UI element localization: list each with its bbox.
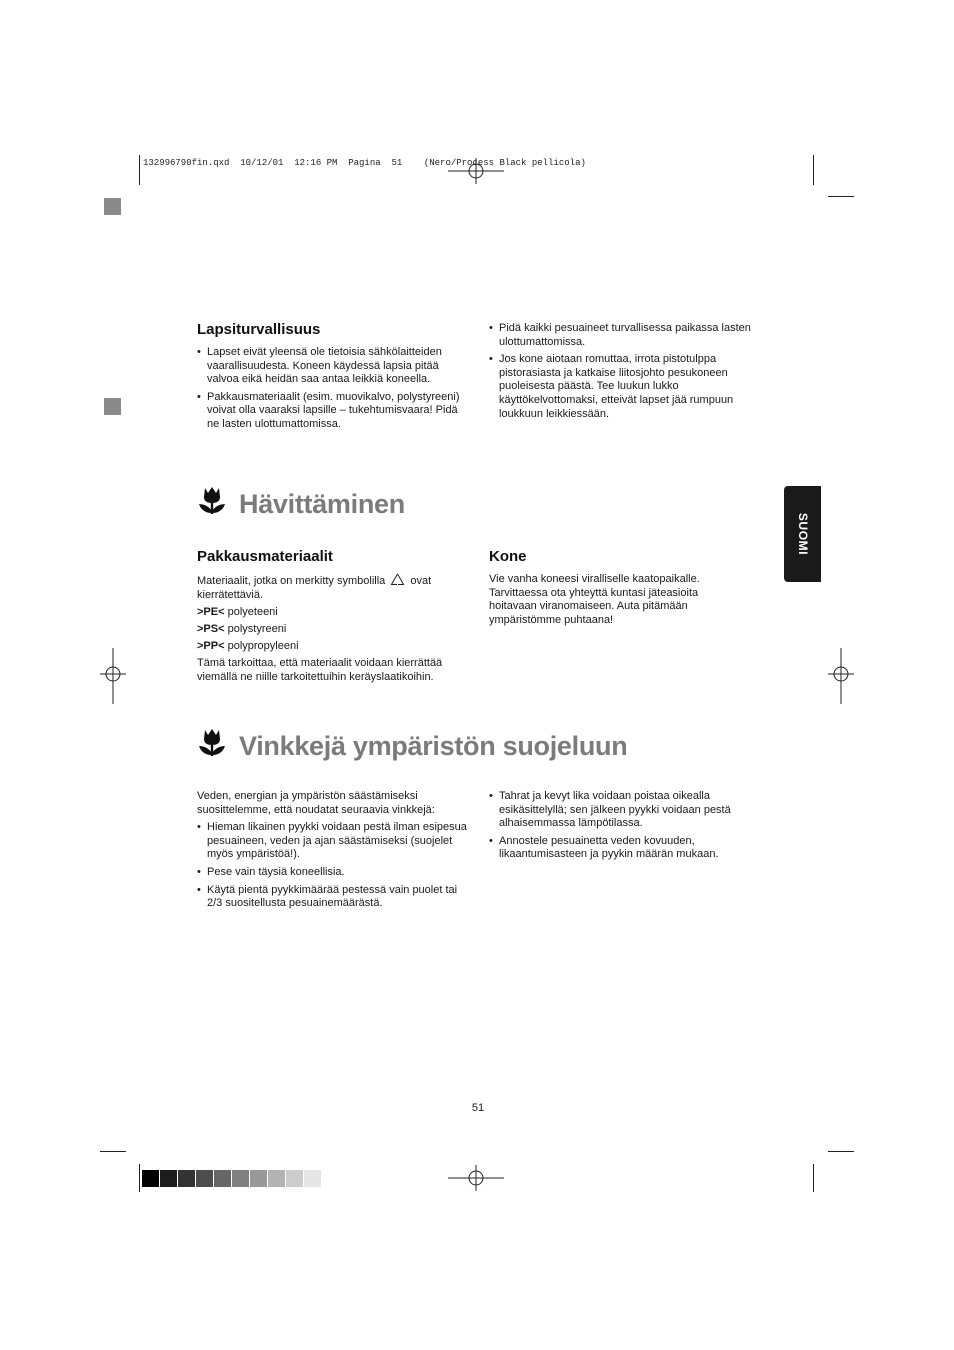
crop-mark-top-left: [139, 155, 140, 185]
packaging-heading: Pakkausmateriaalit: [197, 548, 333, 565]
material-pp: [197, 640, 469, 654]
registration-mark-top: [448, 158, 504, 184]
packaging-intro-after: ovat kierrätettäviä.: [197, 575, 432, 601]
list-item: • Tahrat ja kevyt lika voidaan poistaa oikealla esikäsittelyllä; sen jälkeen pyykki voidaan pestä alhaisemmassa lämpötilassa.: [489, 790, 751, 831]
safety-heading: Lapsiturvallisuus: [197, 321, 321, 338]
color-control-bar: [142, 1170, 321, 1187]
color-swatch: [268, 1170, 285, 1187]
color-swatch: [142, 1170, 159, 1187]
crop-mark-top-right-h: [828, 196, 854, 197]
margin-square-top: [104, 198, 121, 215]
eco-intro: Veden, energian ja ympäristön säästämiseksi suosittelemme, että noudatat seuraavia vinkkejä:: [197, 790, 435, 816]
crop-mark-bottom-left-h: [100, 1151, 126, 1152]
color-swatch: [232, 1170, 249, 1187]
color-swatch: [250, 1170, 267, 1187]
packaging-column: [197, 548, 469, 688]
color-swatch: [160, 1170, 177, 1187]
list-item: • Jos kone aiotaan romuttaa, irrota pistotulppa pistorasiasta ja katkaise liitosjohto pesukoneen puoleisesta päästä. Tee luukun lukko käyttökelvottomaksi, etteivät lapset jää rumpuun loukkuun leikkiessään.: [489, 353, 751, 421]
list-item: • Lapset eivät yleensä ole tietoisia sähkölaitteiden vaarallisuudesta. Koneen käydessä lapsia pitää valvoa eikä heidän saa antaa leikkiä koneella.: [197, 346, 469, 387]
packaging-intro-before: Materiaalit, jotka on merkitty symbolilla: [197, 575, 386, 587]
crop-mark-bottom-right: [813, 1164, 814, 1192]
page-number: 51: [471, 1102, 485, 1114]
eco-right-list: [489, 790, 751, 862]
material-name: polypropyleeni: [227, 639, 299, 652]
safety-left-column: [197, 321, 469, 436]
list-item: • Pese vain täysiä koneellisia.: [197, 866, 469, 880]
registration-mark-left: [100, 648, 126, 704]
margin-square-middle: [104, 398, 121, 415]
tulip-icon: [197, 486, 227, 516]
disposal-title: Hävittäminen: [239, 489, 405, 519]
list-item: • Käytä pientä pyykkimäärää pestessä vain puolet tai 2/3 suositellusta pesuainemäärästä.: [197, 884, 469, 911]
list-item: • Annostele pesuainetta veden kovuuden, likaantumisasteen ja pyykin määrän mukaan.: [489, 835, 751, 862]
color-swatch: [196, 1170, 213, 1187]
color-swatch: [178, 1170, 195, 1187]
machine-text: Vie vanha koneesi viralliselle kaatopaikalle. Tarvittaessa ota yhteyttä kuntasi jäteasioita hoitavaan viranomaiseen. Auta pitämään ympäristömme puhtaana!: [489, 573, 700, 626]
language-tab-label: SUOMI: [795, 512, 810, 556]
crop-mark-top-right: [813, 155, 814, 185]
crop-mark-bottom-left: [139, 1164, 140, 1192]
color-swatch: [214, 1170, 231, 1187]
print-slug: 132996790fin.qxd 10/12/01 12:16 PM Pagina 51 (Nero/Process Black pellicola): [143, 158, 586, 168]
safety-left-list: [197, 346, 469, 432]
color-swatch: [304, 1170, 321, 1187]
language-tab: [784, 486, 821, 582]
material-code: >PP<: [197, 639, 225, 652]
recycle-icon: [390, 573, 405, 586]
color-swatch: [286, 1170, 303, 1187]
eco-left-column: [197, 790, 469, 915]
list-item: • Pakkausmateriaalit (esim. muovikalvo, polystyreeni) voivat olla vaaraksi lapsille – tukehtumisvaara! Pidä ne lasten ulottumattomissa.: [197, 391, 469, 432]
tulip-icon: [197, 728, 227, 758]
list-item: • Pidä kaikki pesuaineet turvallisessa paikassa lasten ulottumattomissa.: [489, 322, 751, 349]
material-code: >PS<: [197, 622, 225, 635]
material-name: polystyreeni: [227, 622, 287, 635]
machine-heading: Kone: [489, 548, 527, 565]
material-pe: [197, 606, 469, 620]
packaging-outro: Tämä tarkoittaa, että materiaalit voidaan kierrättää viemällä ne niille tarkoitettuihin keräyslaatikoihin.: [197, 656, 443, 683]
safety-right-column: [489, 322, 751, 425]
list-item: • Hieman likainen pyykki voidaan pestä ilman esipesua pesuaineen, veden ja ajan säästämiseksi (suojelet myös ympäristöä!).: [197, 821, 469, 862]
registration-mark-right: [828, 648, 854, 704]
safety-right-list: [489, 322, 751, 421]
material-code: >PE<: [197, 605, 225, 618]
registration-mark-bottom: [448, 1165, 504, 1191]
packaging-intro: [197, 573, 469, 602]
machine-column: [489, 548, 721, 631]
eco-title: Vinkkejä ympäristön suojeluun: [239, 731, 628, 761]
eco-left-list: [197, 821, 469, 911]
eco-right-column: [489, 790, 751, 866]
material-ps: [197, 623, 469, 637]
material-name: polyeteeni: [227, 605, 278, 618]
crop-mark-bottom-right-h: [828, 1151, 854, 1152]
